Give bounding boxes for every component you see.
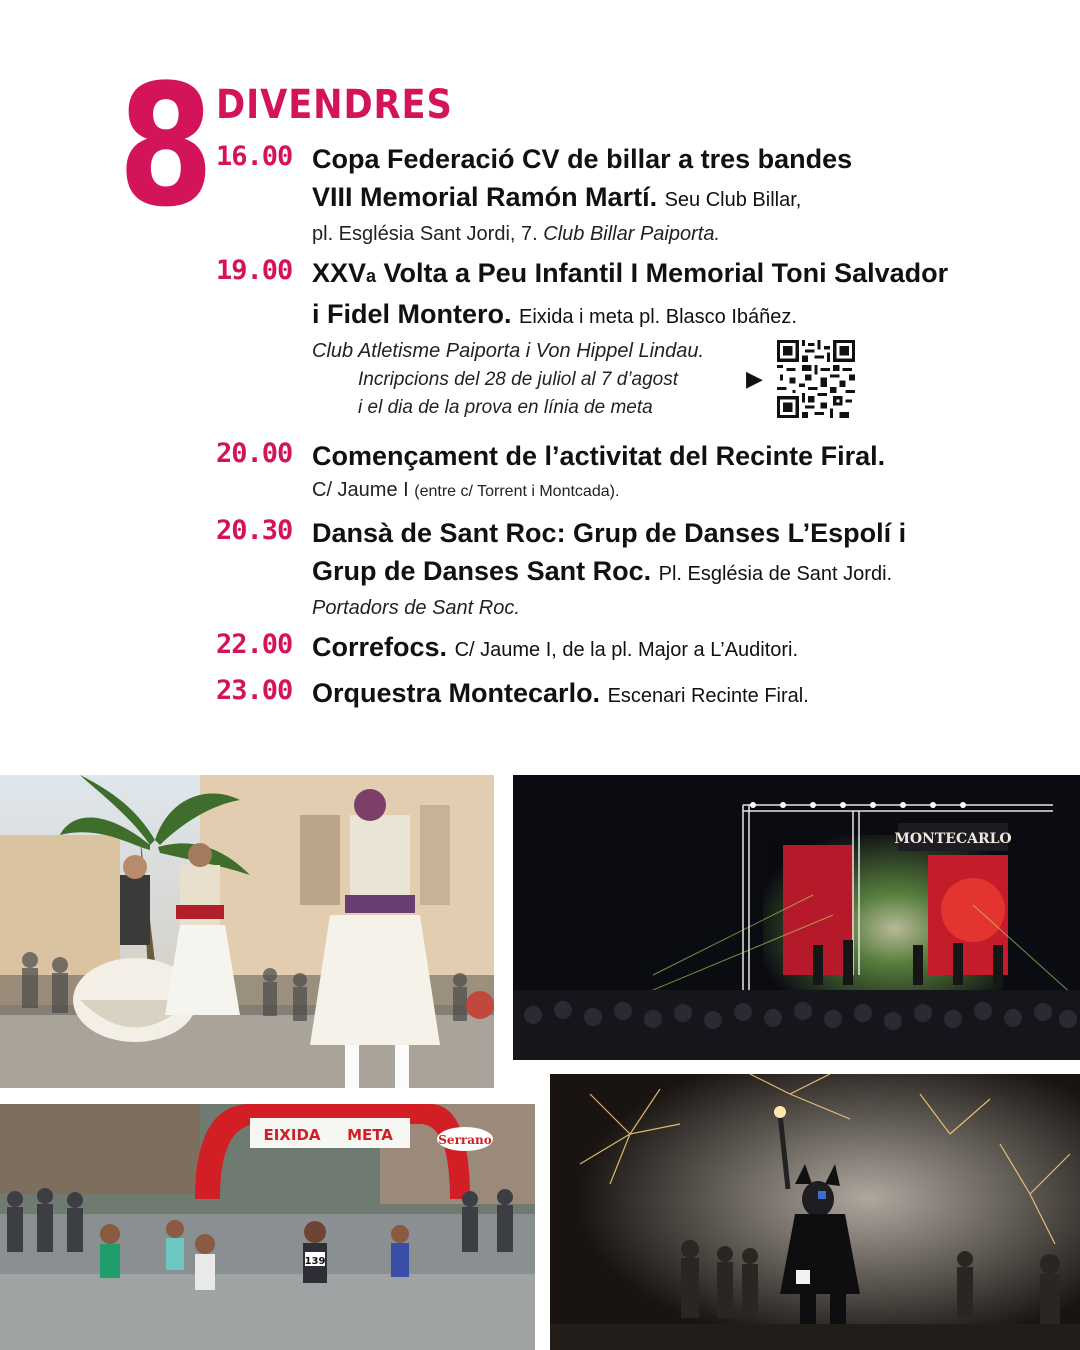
- event-time: 23.00: [216, 675, 293, 706]
- event-2300: [216, 674, 1066, 715]
- event-title: Volta a Peu Infantil I Memorial Toni Salvador: [376, 258, 949, 288]
- event-organizer: Club Atletisme Paiporta i Von Hippel Lindau.: [312, 340, 705, 362]
- race-banner-left: EIXIDA: [263, 1126, 321, 1144]
- event-2030: [216, 514, 1066, 623]
- day-name: DIVENDRES: [216, 82, 453, 128]
- event-title: Dansà de Sant Roc: Grup de Danses L’Espolí i: [312, 518, 907, 548]
- photo-kids-race: [0, 1104, 535, 1350]
- event-title-line2: i Fidel Montero.: [312, 299, 512, 329]
- event-place-note: (entre c/ Torrent i Montcada).: [414, 483, 620, 500]
- event-title: Començament de l’activitat del Recinte Firal.: [312, 441, 886, 471]
- stage-sign: MONTECARLO: [894, 831, 1012, 847]
- event-title-sup: a: [366, 266, 377, 286]
- race-banner-right: META: [347, 1126, 393, 1144]
- photo-correfocs: [550, 1074, 1080, 1350]
- event-address: pl. Església Sant Jordi, 7.: [312, 223, 538, 245]
- qr-code-icon[interactable]: [776, 340, 856, 418]
- event-place: Escenari Recinte Firal.: [607, 685, 809, 707]
- event-title: Correfocs.: [312, 632, 448, 662]
- event-place: C/ Jaume I: [312, 479, 409, 501]
- event-time: 20.00: [216, 438, 293, 469]
- event-organizer: Portadors de Sant Roc.: [312, 597, 520, 619]
- day-number: 8: [118, 48, 211, 244]
- event-title: Copa Federació CV de billar a tres bandes: [312, 144, 853, 174]
- event-place: Seu Club Billar,: [664, 189, 802, 211]
- event-time: 19.00: [216, 255, 293, 286]
- photo-concert: [513, 775, 1080, 1060]
- event-title-line2: VIII Memorial Ramón Martí.: [312, 182, 658, 212]
- event-2200: [216, 628, 1066, 669]
- event-place: C/ Jaume I, de la pl. Major a L’Auditori.: [454, 639, 799, 661]
- event-place: Eixida i meta pl. Blasco Ibáñez.: [519, 306, 797, 328]
- event-title-line2: Grup de Danses Sant Roc.: [312, 556, 652, 586]
- registration-info: [358, 366, 678, 422]
- arrow-right-icon: ▶: [746, 366, 763, 391]
- event-time: 22.00: [216, 629, 293, 660]
- event-2000: [216, 437, 1066, 507]
- registration-line-2: i el dia de la prova en línia de meta: [358, 397, 653, 418]
- sponsor-logo: Serrano: [438, 1133, 492, 1147]
- photo-folk-dance: [0, 775, 494, 1088]
- event-1900: [216, 254, 1066, 366]
- event-time: 20.30: [216, 515, 293, 546]
- event-title: Orquestra Montecarlo.: [312, 678, 601, 708]
- event-title-prefix: XXV: [312, 258, 367, 288]
- race-bib: 139: [304, 1256, 326, 1267]
- event-time: 16.00: [216, 141, 293, 172]
- event-1600: [216, 140, 1066, 249]
- event-place: Pl. Església de Sant Jordi.: [658, 563, 893, 585]
- event-organizer: Club Billar Paiporta.: [543, 223, 720, 245]
- registration-line-1: Incripcions del 28 de juliol al 7 d’agost: [358, 369, 679, 390]
